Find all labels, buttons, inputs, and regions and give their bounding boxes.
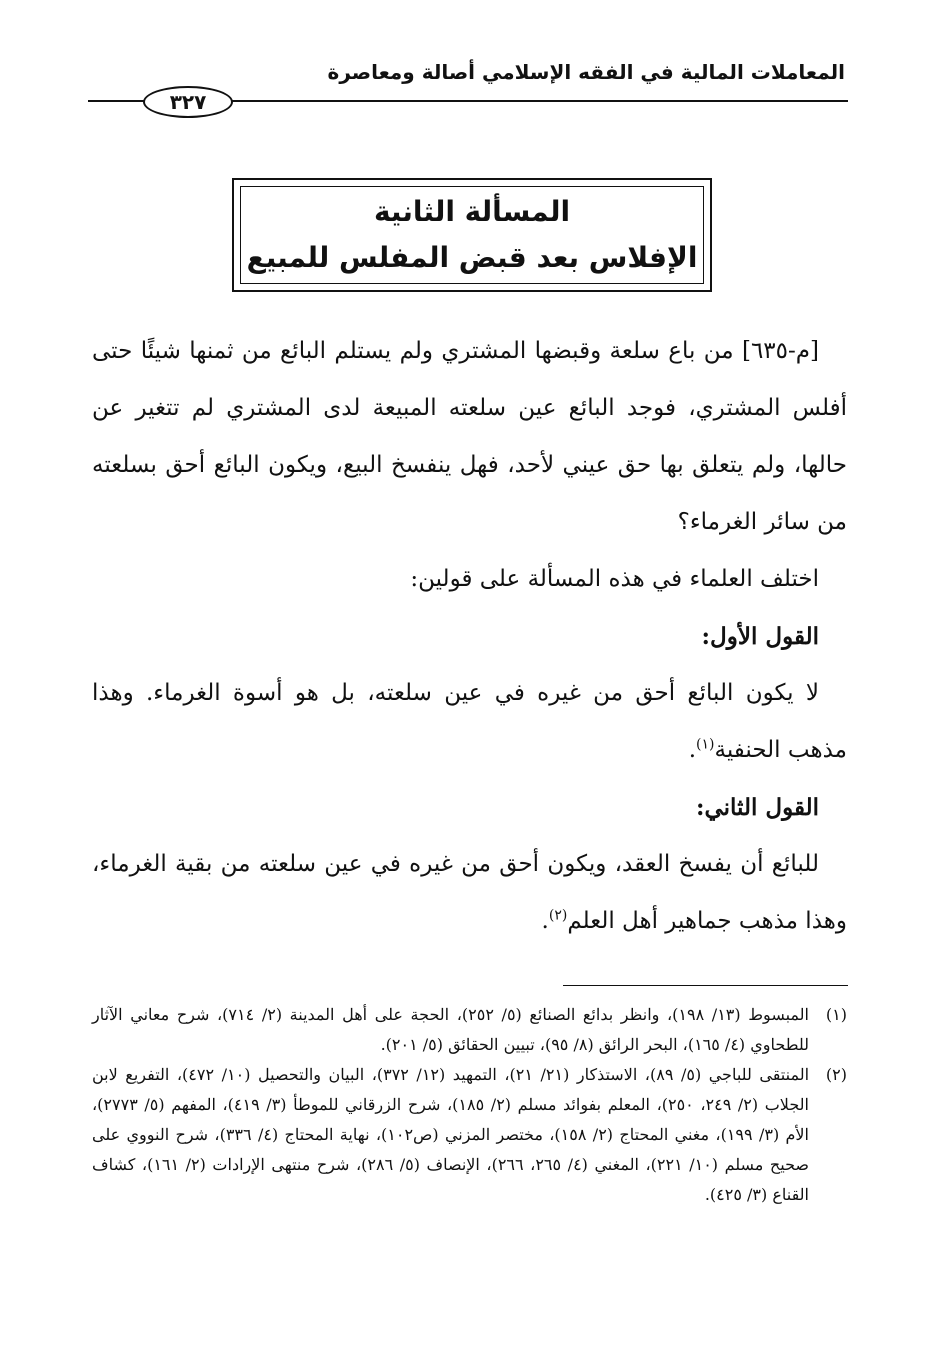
first-opinion-end: . [688, 737, 697, 763]
intro-paragraph: اختلف العلماء في هذه المسألة على قولين: [410, 566, 819, 592]
first-opinion-text: لا يكون البائع أحق من غيره في عين سلعته، بل هو أسوة الغرماء. وهذا مذهب الحنفية [92, 680, 847, 763]
running-header-title: المعاملات المالية في الفقه الإسلامي أصالة ومعاصرة [327, 60, 845, 84]
section-number-title: المسألة الثانية [373, 195, 571, 228]
question-paragraph: [م-٦٣٥] من باع سلعة وقبضها المشتري ولم يستلم البائع من ثمنها شيئًا حتى أفلس المشتري، فوجد البائع عين سلعته المبيعة لدى المشتري لم تتغير عن حالها، ولم يتعلق بها حق عيني لأحد، فهل ينفسخ البيع، ويكون البائع أحق بسلعته من سائر الغرماء؟ [92, 338, 847, 535]
first-opinion-paragraph [92, 665, 847, 779]
page-number: ٣٢٧ [143, 86, 233, 118]
footnote-text: المبسوط (١٣/ ١٩٨)، وانظر بدائع الصنائع (٥/ ٢٥٢)، الحجة على أهل المدينة (٢/ ٧١٤)، شرح معاني الآثار للطحاوي (٤/ ١٦٥)، البحر الرائق (٨/ ٩٥)، تبيين الحقائق (٥/ ٢٠١). [92, 1005, 809, 1054]
footnote-separator [563, 985, 848, 986]
second-opinion-end: . [541, 908, 549, 934]
footnote [92, 1000, 847, 1060]
section-topic-title: الإفلاس بعد قبض المفلس للمبيع [246, 241, 698, 274]
second-opinion-paragraph [92, 836, 847, 950]
footnote-number: (٢) [825, 1065, 847, 1084]
footnote-ref-2[interactable]: (٢) [548, 907, 568, 924]
section-title-box [232, 178, 712, 292]
first-opinion-heading: القول الأول: [701, 623, 819, 650]
second-opinion-text: للبائع أن يفسخ العقد، ويكون أحق من غيره في عين سلعته من بقية الغرماء، وهذا مذهب جماهير أهل العلم [92, 851, 847, 934]
footnote [92, 1060, 847, 1210]
footnotes [92, 1000, 847, 1210]
main-body [92, 323, 847, 950]
section-title-inner-frame [240, 186, 704, 284]
footnote-number: (١) [825, 1005, 847, 1024]
footnote-ref-1[interactable]: (١) [696, 736, 715, 753]
footnote-text: المنتقى للباجي (٥/ ٨٩)، الاستذكار (٢١/ ٢١)، التمهيد (١٢/ ٣٧٢)، البيان والتحصيل (١٠/ ٤٧٢)، التفريع لابن الجلاب (٢/ ٢٤٩، ٢٥٠)، المعلم بفوائد مسلم (٢/ ١٨٥)، شرح الزرقاني للموطأ (٣/ ٤١٩)، المفهم (٥/ ٢٧٧٣)، الأم (٣/ ١٩٩)، مغني المحتاج (٢/ ١٥٨)، مختصر المزني (ص١٠٢)، نهاية المحتاج (٤/ ٣٣٦)، شرح النووي على صحيح مسلم (١٠/ ٢٢١)، المغني (٤/ ٢٦٥، ٢٦٦)، الإنصاف (٥/ ٢٨٦)، شرح منتهى الإرادات (٢/ ١٦١)، كشاف القناع (٣/ ٤٢٥). [92, 1065, 810, 1204]
second-opinion-heading: القول الثاني: [695, 794, 819, 821]
